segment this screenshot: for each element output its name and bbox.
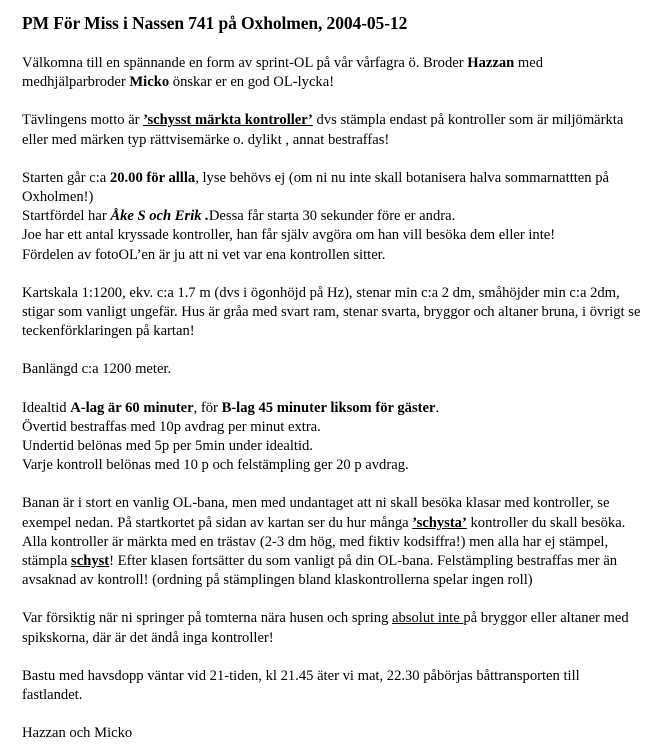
ideal-text: Idealtid xyxy=(22,399,71,416)
course-text: ! Efter klasen fortsätter du som vanligt på din OL-bana. Felstämpling bestraffas mer än avsaknad av kontroll! (ordning på stämplingen bland klaskontrollerna spelar ingen roll) xyxy=(22,553,618,589)
control-points-rule: Varje kontroll belönas med 10 p och felstämpling ger 20 p avdrag. xyxy=(22,457,409,474)
start-text: , lyse behövs ej (om ni nu inte skall botanisera halva sommarnattten på Oxholmen!) xyxy=(22,169,609,206)
schysta-quote: ’schysta’ xyxy=(412,514,467,531)
motto-text: dvs stämpla endast på kontroller som är miljömärkta eller med märken typ rättvisemärke o. dylikt , annat bestraffas! xyxy=(22,112,624,148)
joe-note: Joe har ett antal kryssade kontroller, han får själv avgöra om han vill besöka dem eller inte! xyxy=(22,227,556,244)
ideal-b-team: B-lag 45 minuter liksom för gäster xyxy=(221,399,436,416)
sauna-paragraph: Bastu med havsdopp väntar vid 21-tiden, kl 21.45 äter vi mat, 22.30 påbörjas båttransporten till fastlandet. xyxy=(22,667,580,704)
document-title: PM För Miss i Nassen 741 på Oxholmen, 2004-05-12 xyxy=(22,13,408,33)
motto-paragraph xyxy=(22,111,643,149)
careful-paragraph xyxy=(22,609,643,647)
signature: Hazzan och Micko xyxy=(22,725,133,742)
host-name-micko: Micko xyxy=(129,74,170,91)
careful-text: på bryggor eller altaner med spikskorna, där är det ändå inga kontroller! xyxy=(22,610,629,646)
motto-quote: ’schysst märkta kontroller’ xyxy=(143,112,313,129)
course-text: Banan är i stort en vanlig OL-bana, men med undantaget att ni skall besöka klasar med kontroller, se exempel nedan. På startkortet på sidan av kartan ser du hur många xyxy=(22,495,610,531)
host-name-hazzan: Hazzan xyxy=(467,55,515,71)
start-advantage-text: Dessa får starta 30 sekunder före er andra. xyxy=(208,208,456,225)
absolut-inte: absolut inte xyxy=(392,610,464,627)
ideal-a-team: A-lag är 60 minuter xyxy=(70,399,194,416)
undertime-rule: Undertid belönas med 5p per 5min under idealtid. xyxy=(22,438,313,455)
intro-text: önskar er en god OL-lycka! xyxy=(169,74,335,91)
careful-text: Var försiktig när ni springer på tomterna nära husen och spring xyxy=(22,610,393,627)
start-time: 20.00 för allla xyxy=(109,169,196,186)
intro-text: med medhjälparbroder xyxy=(22,55,544,91)
ideal-text: . xyxy=(435,399,440,416)
motto-text: Tävlingens motto är xyxy=(22,112,144,129)
intro-text: Välkomna till en spännande en form av sprint-OL på vår vårfagra ö. Broder xyxy=(22,55,468,71)
course-length-paragraph: Banlängd c:a 1200 meter. xyxy=(22,361,172,378)
photo-ol-note: Fördelen av fotoOL’en är ju att ni vet var ena kontrollen sitter. xyxy=(22,246,386,263)
map-info-paragraph: Kartskala 1:1200, ekv. c:a 1.7 m (dvs i ögonhöjd på Hz), stenar min c:a 2 dm, småhöjder min c:a 2dm, stigar som vanligt ungefär. Hus är gråa med svart ram, stenar svarta, bryggor och altaner bruna, i övrigt se teckenförklaringen på kartan! xyxy=(22,284,641,340)
course-paragraph xyxy=(22,494,643,590)
overtime-rule: Övertid bestraffas med 10p avdrag per minut extra. xyxy=(22,418,321,435)
intro-paragraph xyxy=(22,54,643,92)
ideal-time-paragraph xyxy=(22,399,643,476)
ideal-text: , för xyxy=(193,399,222,416)
schyst-word: schyst xyxy=(71,553,110,570)
start-paragraph xyxy=(22,169,643,265)
course-text: kontroller du skall besöka. Alla kontroller är märkta med en trästav (2-3 dm hög, med fiktiv kodsiffra!) men alla har ej stämpel, stämpla xyxy=(22,514,626,570)
start-text: Starten går c:a xyxy=(22,169,110,186)
start-advantage-text: Startfördel har xyxy=(22,208,111,225)
advantage-names: Åke S och Erik . xyxy=(110,208,209,225)
